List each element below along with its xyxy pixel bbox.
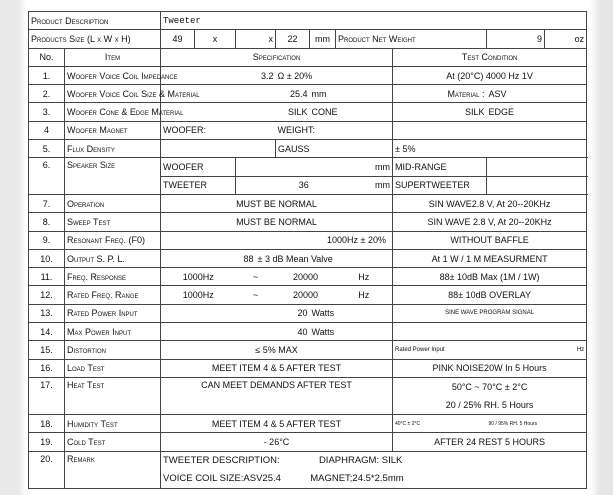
- size-times-2: x: [236, 30, 276, 48]
- row-item: Humidity Test: [65, 414, 161, 432]
- row-item: Distortion: [65, 341, 161, 359]
- row-no: 20.: [29, 451, 65, 488]
- power-unit: Watts: [310, 304, 393, 322]
- table-row: [29, 66, 587, 84]
- row-item: Heat Test: [65, 377, 161, 414]
- size-supertweeter-label: SUPERTWEETER: [393, 176, 487, 194]
- test-value: ASV: [487, 85, 587, 103]
- row-item: Freq. Response: [65, 268, 161, 286]
- spec-sheet-table: [28, 11, 587, 489]
- size-woofer-label: WOOFER: [161, 158, 236, 176]
- size-tweeter-label: TWEETER: [161, 176, 236, 194]
- test-condition: ± 5%: [393, 140, 587, 158]
- row-no: 3.: [29, 103, 65, 121]
- row-item: Woofer Voice Coil Size & Material: [65, 85, 161, 103]
- row-no: 18.: [29, 414, 65, 432]
- row-no: 5.: [29, 140, 65, 158]
- col-no: No.: [29, 48, 65, 66]
- test-temperature: 40°C ± 2°C: [393, 414, 487, 432]
- flux-value-empty: [161, 140, 276, 158]
- remark-tweeter-description: TWEETER DESCRIPTION:: [163, 454, 280, 466]
- test-unit: Hz: [545, 341, 587, 359]
- size-times-1: x: [195, 30, 236, 48]
- row-item: Load Test: [65, 359, 161, 377]
- spec-material: SILK: [161, 103, 310, 121]
- power-value: 20: [161, 304, 310, 322]
- row-item: Cold Test: [65, 433, 161, 451]
- spec-value: 25.4: [161, 85, 310, 103]
- remark-voice-coil: VOICE COIL SIZE:ASV25.4: [163, 472, 281, 484]
- size-unit: mm: [310, 30, 336, 48]
- power-unit: Watts: [310, 323, 393, 341]
- row-no: 4: [29, 121, 65, 139]
- table-row: [29, 103, 587, 121]
- size-length: 49: [161, 30, 195, 48]
- test-label: Material :: [393, 85, 487, 103]
- table-row: [29, 359, 587, 377]
- row-no: 1.: [29, 66, 65, 84]
- header-size-row: [29, 30, 587, 48]
- row-no: 8.: [29, 213, 65, 231]
- row-item: Flux Density: [65, 140, 161, 158]
- column-header-row: [29, 48, 587, 66]
- size-height: 22: [276, 30, 310, 48]
- table-row: [29, 323, 587, 341]
- row-no: 11.: [29, 268, 65, 286]
- row-item: Speaker Size: [65, 158, 161, 195]
- flux-unit: GAUSS: [276, 140, 393, 158]
- row-no: 13.: [29, 304, 65, 322]
- spec-value: 3.2: [161, 66, 276, 84]
- freq-low: 1000Hz: [161, 286, 236, 304]
- size-tweeter-unit: mm: [372, 176, 393, 194]
- weight-unit: oz: [545, 30, 587, 48]
- spec-unit: Ω ± 20%: [276, 66, 393, 84]
- test-condition: 88± 10dB OVERLAY: [393, 286, 587, 304]
- row-item: Remark: [65, 451, 161, 488]
- row-item: Woofer Voice Coil Impedance: [65, 66, 161, 84]
- size-midrange-value: [487, 158, 587, 176]
- test-condition: PINK NOISE20W In 5 Hours: [393, 359, 587, 377]
- row-no: 7.: [29, 194, 65, 212]
- size-supertweeter-value: [487, 176, 587, 194]
- row-no: 15.: [29, 341, 65, 359]
- table-row: [29, 304, 587, 322]
- row-item: Sweep Test: [65, 213, 161, 231]
- weight-value: 9: [487, 30, 545, 48]
- test-temperature: 50°C ~ 70°C ± 2°C: [451, 381, 528, 392]
- test-condition: SINE WAVE PROGRAM SIGNAL: [393, 304, 587, 322]
- row-no: 6.: [29, 158, 65, 195]
- power-value: 40: [161, 323, 310, 341]
- freq-high: 20000: [276, 286, 336, 304]
- weight-label: Product Net Weight: [336, 30, 487, 48]
- table-row: [29, 158, 587, 176]
- row-item: Woofer Cone & Edge Material: [65, 103, 161, 121]
- table-row: [29, 213, 587, 231]
- table-row: [29, 194, 587, 212]
- table-row: [29, 121, 587, 139]
- test-material: SILK: [393, 103, 487, 121]
- row-item: Max Power Input: [65, 323, 161, 341]
- table-row: [29, 414, 587, 432]
- spec-value: - 26°C: [161, 433, 393, 451]
- freq-tilde: ~: [236, 286, 276, 304]
- test-part: EDGE: [487, 103, 587, 121]
- header-description-row: [29, 12, 587, 30]
- row-no: 14.: [29, 323, 65, 341]
- row-no: 10.: [29, 249, 65, 267]
- spec-part: CONE: [310, 103, 393, 121]
- test-condition: [393, 377, 587, 414]
- spec-unit: mm: [310, 85, 393, 103]
- remark-diaphragm: DIAPHRAGM: SILK: [318, 454, 403, 466]
- test-condition-empty: [393, 323, 587, 341]
- spec-value: MEET ITEM 4 & 5 AFTER TEST: [161, 359, 393, 377]
- test-humidity: 90 / 95% RH. 5 Hours: [487, 414, 587, 432]
- spec-value: 1000Hz ± 20%: [161, 231, 393, 249]
- row-item: Resonant Freq. (F0): [65, 231, 161, 249]
- size-label: Products Size (L x W x H): [29, 30, 161, 48]
- freq-unit: Hz: [336, 286, 393, 304]
- test-condition: SIN WAVE2.8 V, At 20--20KHz: [393, 194, 587, 212]
- table-row: [29, 377, 587, 414]
- table-row: [29, 249, 587, 267]
- row-item: Output S. P. L.: [65, 249, 161, 267]
- test-label: Rated Power Input: [393, 341, 545, 359]
- magnet-weight-label: WEIGHT:: [276, 121, 393, 139]
- spec-value: CAN MEET DEMANDS AFTER TEST: [161, 377, 393, 414]
- table-row: [29, 341, 587, 359]
- table-row: [29, 231, 587, 249]
- magnet-woofer-label: WOOFER:: [161, 121, 276, 139]
- size-midrange-label: MID-RANGE: [393, 158, 487, 176]
- size-woofer-unit: mm: [372, 158, 393, 176]
- size-woofer-value: [236, 158, 372, 176]
- spec-value: ≤ 5% MAX: [161, 341, 393, 359]
- row-no: 12.: [29, 286, 65, 304]
- test-condition: SIN WAVE 2.8 V, At 20--20KHz: [393, 213, 587, 231]
- table-row: [29, 286, 587, 304]
- spec-value: MUST BE NORMAL: [161, 213, 393, 231]
- freq-unit: Hz: [336, 268, 393, 286]
- row-no: 9.: [29, 231, 65, 249]
- table-row: [29, 85, 587, 103]
- test-condition: WITHOUT BAFFLE: [393, 231, 587, 249]
- test-condition: At (20°C) 4000 Hz 1V: [393, 66, 587, 84]
- freq-tilde: ~: [236, 268, 276, 286]
- test-condition: AFTER 24 REST 5 HOURS: [393, 433, 587, 451]
- row-no: 2.: [29, 85, 65, 103]
- spec-value: MUST BE NORMAL: [161, 194, 393, 212]
- table-row: [29, 433, 587, 451]
- row-item: Rated Freq. Range: [65, 286, 161, 304]
- test-condition: At 1 W / 1 M MEASURMENT: [393, 249, 587, 267]
- remark-magnet: MAGNET;24.5*2.5mm: [310, 472, 404, 484]
- table-row: [29, 451, 587, 488]
- row-no: 17.: [29, 377, 65, 414]
- col-spec: Specification: [161, 48, 393, 66]
- freq-high: 20000: [276, 268, 336, 286]
- test-condition-empty: [393, 121, 587, 139]
- col-item: Item: [65, 48, 161, 66]
- row-no: 16.: [29, 359, 65, 377]
- row-item: Operation: [65, 194, 161, 212]
- spl-tolerance: ± 3 dB Mean Valve: [256, 249, 393, 267]
- row-item: Rated Power Input: [65, 304, 161, 322]
- table-row: [29, 268, 587, 286]
- table-row: [29, 140, 587, 158]
- size-tweeter-value: 36: [236, 176, 372, 194]
- row-no: 19.: [29, 433, 65, 451]
- test-humidity: 20 / 25% RH. 5 Hours: [445, 399, 534, 410]
- description-value: Tweeter: [161, 12, 587, 30]
- remark-content: [161, 451, 587, 488]
- description-label: Product Description: [29, 12, 161, 30]
- row-item: Woofer Magnet: [65, 121, 161, 139]
- test-condition: 88± 10dB Max (1M / 1W): [393, 268, 587, 286]
- col-test: Test Condition: [393, 48, 587, 66]
- spl-value: 88: [161, 249, 256, 267]
- freq-low: 1000Hz: [161, 268, 236, 286]
- spec-value: MEET ITEM 4 & 5 AFTER TEST: [161, 414, 393, 432]
